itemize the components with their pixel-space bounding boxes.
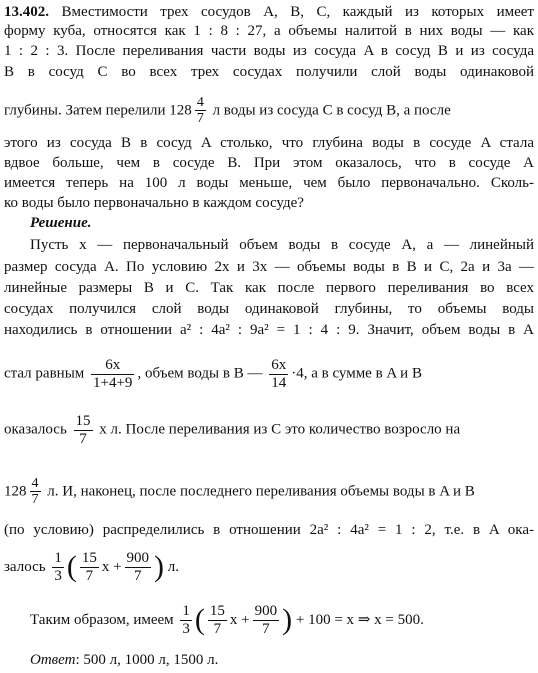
fraction-15-7-b: $\frac{15}{7}$	[81, 550, 97, 584]
solution-line-4: сосудах получился слой воды одинаковой глубины, то объемы воды	[4, 301, 534, 317]
solution-line-10: залось $\frac{1}{3}$ ( $\frac{15}{7}$ x + $\frac{900}{7}$ ) л.	[4, 550, 180, 584]
fraction-4-7: $\frac{4}{7}$	[196, 95, 204, 127]
fraction-6x-over-14: $\frac{6x}{14}$	[271, 357, 287, 391]
answer-label: Ответ	[30, 652, 76, 668]
fraction-4-7-b: $\frac{4}{7}$	[31, 476, 39, 508]
solution-line-9: (по условию) распределились в отношении 2a² : 4a² = 1 : 2, т.е. в A ока-	[4, 522, 534, 538]
answer-line: Ответ: 500 л, 1000 л, 1500 л.	[30, 652, 219, 668]
fraction-one-third: $\frac{1}{3}$	[54, 550, 62, 584]
problem-line-6: этого из сосуда B в сосуд A столько, что глубина воды в сосуде A стала	[4, 135, 534, 151]
solution-line-8: 128 $\frac{4}{7}$ л. И, наконец, после последнего переливания объемы воды в A и B	[4, 476, 475, 508]
fraction-900-7-b: $\frac{900}{7}$	[254, 603, 278, 637]
solution-line-6: стал равным $\frac{6x}{1+4+9}$ , объем воды в B — $\frac{6x}{14}$ ·4, а в сумме в A и B	[4, 357, 422, 391]
problem-line-8: имеется теперь на 100 л воды меньше, чем было первоначально. Сколь-	[4, 175, 534, 191]
fraction-6x-over-sum: $\frac{6x}{1+4+9}$	[93, 357, 133, 391]
fraction-900-7: $\frac{900}{7}$	[126, 550, 150, 584]
problem-line-5: глубины. Затем перелили 128 $\frac{4}{7}$ л воды из сосуда C в сосуд B, а после	[4, 95, 451, 127]
solution-line-1: Пусть x — первоначальный объем воды в сосуде A, a — линейный	[30, 237, 534, 253]
solution-line-3: линейные размеры B и C. Так как после первого переливания во всех	[4, 280, 534, 296]
fraction-one-third-b: $\frac{1}{3}$	[182, 603, 190, 637]
fraction-15-7-c: $\frac{15}{7}$	[209, 603, 225, 637]
problem-number: 13.402.	[4, 4, 49, 20]
solution-line-2: размер сосуда A. По условию 2x и 3x — объемы воды в B и C, 2a и 3a —	[4, 259, 534, 275]
problem-line-1: 13.402. Вместимости трех сосудов A, B, C, каждый из которых имеет	[4, 4, 534, 20]
solution-line-5: находились в отношении a² : 4a² : 9a² = 1 : 4 : 9. Значит, объем воды в A	[4, 322, 534, 338]
solution-line-11: Таким образом, имеем $\frac{1}{3}$ ( $\frac{15}{7}$ x + $\frac{900}{7}$ ) + 100 = x ⇒ x = 500.	[30, 603, 424, 637]
problem-line-4: B в сосуд C во всех трех сосудах получили слой воды одинаковой	[4, 64, 534, 80]
problem-line-3: 1 : 2 : 3. После переливания части воды из сосуда A в сосуд B и из сосуда	[4, 43, 534, 59]
problem-line-9: ко воды было первоначально в каждом сосуде?	[4, 195, 304, 211]
solution-line-7: оказалось $\frac{15}{7}$ x л. После переливания из C это количество возросло на	[4, 413, 461, 447]
problem-line-2: форму куба, относятся как 1 : 8 : 27, а объемы налитой в них воды — как	[4, 23, 534, 39]
fraction-15-7: $\frac{15}{7}$	[75, 413, 91, 447]
problem-line-7: вдвое больше, чем в сосуде B. При этом оказалось, что в сосуде A	[4, 155, 534, 171]
solution-heading: Решение.	[30, 215, 92, 231]
